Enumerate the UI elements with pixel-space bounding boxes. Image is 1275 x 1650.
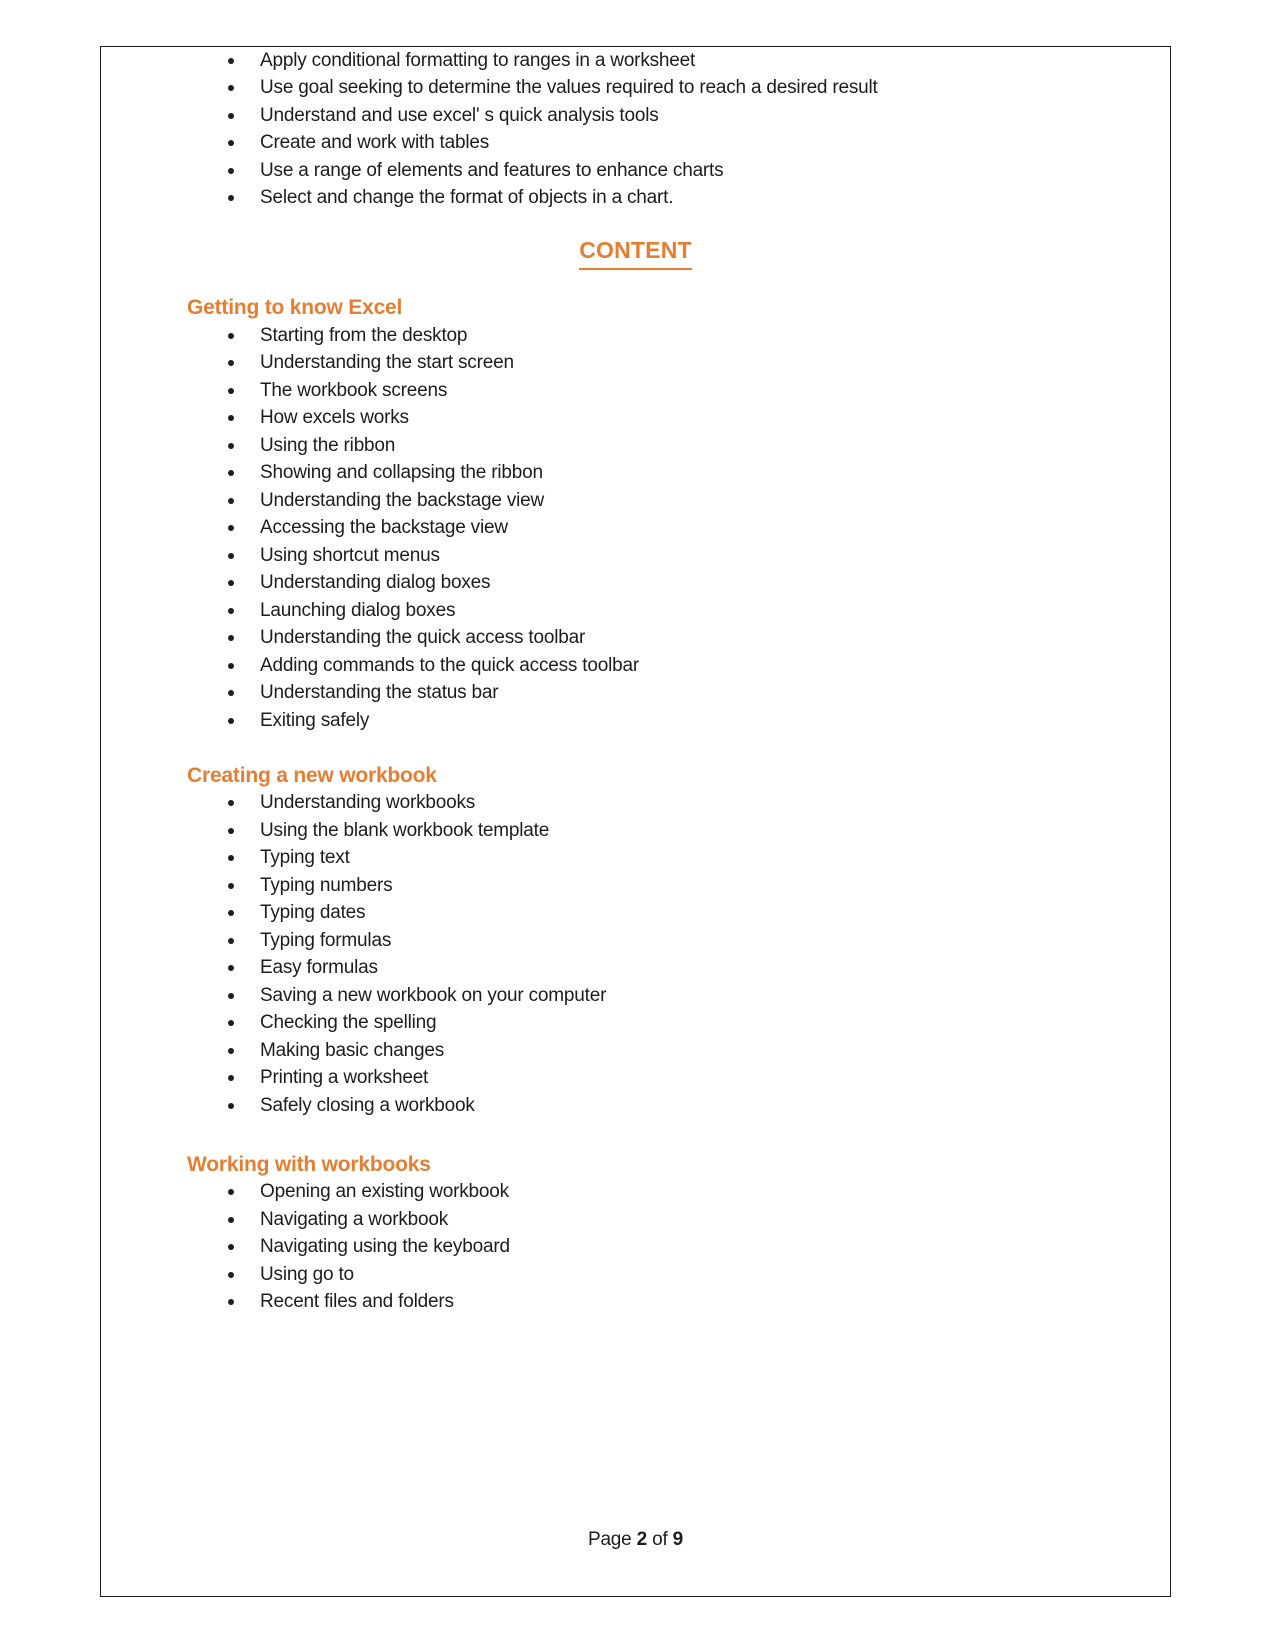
list-item: [228, 487, 1150, 515]
list-item-text: Using the ribbon: [260, 434, 396, 456]
section-creating-a-new-workbook: [101, 762, 1170, 1120]
bullet-icon: [228, 1020, 234, 1026]
list-item-text: Recent files and folders: [260, 1291, 454, 1313]
bullet-icon: [228, 58, 234, 64]
list-item-text: Typing formulas: [260, 929, 392, 951]
list-item-text: Use a range of elements and features to enhance charts: [260, 159, 724, 181]
section-list-getting-to-know-excel: [101, 322, 1170, 735]
list-item-text: Adding commands to the quick access toolbar: [260, 654, 639, 676]
list-item: [228, 652, 1150, 680]
bullet-icon: [228, 1103, 234, 1109]
list-item: [228, 570, 1150, 598]
list-item-text: Typing text: [260, 847, 350, 869]
list-item: [228, 790, 1150, 818]
list-item: [228, 405, 1150, 433]
bullet-icon: [228, 1299, 234, 1305]
list-item: [228, 1289, 1150, 1317]
objectives-list: [101, 47, 1170, 212]
section-title-getting-to-know-excel: Getting to know Excel: [187, 296, 403, 319]
list-item-text: Saving a new workbook on your computer: [260, 984, 607, 1006]
list-item-text: Understand and use excel' s quick analysis tools: [260, 104, 659, 126]
list-item: [228, 1206, 1150, 1234]
list-item: [228, 707, 1150, 735]
bullet-icon: [228, 608, 234, 614]
bullet-icon: [228, 498, 234, 504]
list-item-text: Making basic changes: [260, 1039, 444, 1061]
list-item: [228, 75, 1150, 103]
bullet-icon: [228, 140, 234, 146]
list-item: [228, 542, 1150, 570]
list-item: [228, 955, 1150, 983]
footer-total-pages: 9: [672, 1529, 684, 1550]
section-working-with-workbooks: [101, 1151, 1170, 1317]
bullet-icon: [228, 360, 234, 366]
bullet-icon: [228, 718, 234, 724]
bullet-icon: [228, 388, 234, 394]
list-item: [228, 1010, 1150, 1038]
list-item-text: Printing a worksheet: [260, 1067, 429, 1089]
list-item-text: Showing and collapsing the ribbon: [260, 462, 543, 484]
list-item: [228, 900, 1150, 928]
list-item: [228, 460, 1150, 488]
bullet-icon: [228, 690, 234, 696]
bullet-icon: [228, 1075, 234, 1081]
bullet-icon: [228, 1048, 234, 1054]
list-item: [228, 1234, 1150, 1262]
bullet-icon: [228, 663, 234, 669]
list-item-text: Checking the spelling: [260, 1012, 437, 1034]
bullet-icon: [228, 993, 234, 999]
list-item: [228, 927, 1150, 955]
section-getting-to-know-excel: [101, 294, 1170, 735]
bullet-icon: [228, 553, 234, 559]
bullet-icon: [228, 855, 234, 861]
list-item-text: Understanding the quick access toolbar: [260, 627, 586, 649]
list-item: [228, 872, 1150, 900]
bullet-icon: [228, 333, 234, 339]
section-list-working-with-workbooks: [101, 1179, 1170, 1317]
list-item-text: Launching dialog boxes: [260, 599, 456, 621]
list-item-text: Understanding the status bar: [260, 682, 499, 704]
list-item: [228, 432, 1150, 460]
list-item: [228, 845, 1150, 873]
content-heading: [101, 235, 1170, 270]
list-item-text: Using shortcut menus: [260, 544, 440, 566]
list-item: [228, 625, 1150, 653]
list-item-text: Typing dates: [260, 902, 366, 924]
list-item: [228, 817, 1150, 845]
bullet-icon: [228, 1244, 234, 1250]
section-title-working-with-workbooks: Working with workbooks: [187, 1152, 431, 1176]
list-item: [228, 1179, 1150, 1207]
bullet-icon: [228, 965, 234, 971]
list-item: [228, 597, 1150, 625]
list-item-text: Select and change the format of objects in a chart.: [260, 187, 674, 209]
list-item: [228, 982, 1150, 1010]
bullet-icon: [228, 938, 234, 944]
section-title-creating-a-new-workbook: Creating a new workbook: [187, 763, 437, 787]
list-item-text: Navigating a workbook: [260, 1208, 449, 1230]
list-item-text: Understanding workbooks: [260, 792, 476, 814]
bullet-icon: [228, 470, 234, 476]
bullet-icon: [228, 883, 234, 889]
bullet-icon: [228, 195, 234, 201]
list-item-text: Using the blank workbook template: [260, 819, 550, 841]
list-item-text: Accessing the backstage view: [260, 517, 508, 539]
section-list-creating-a-new-workbook: [101, 790, 1170, 1120]
list-item: [228, 322, 1150, 350]
list-item: [228, 1037, 1150, 1065]
list-item-text: Understanding the start screen: [260, 352, 514, 374]
list-item: [228, 102, 1150, 130]
bullet-icon: [228, 415, 234, 421]
list-item-text: How excels works: [260, 407, 409, 429]
page-border: [100, 46, 1171, 1597]
list-item-text: Use goal seeking to determine the values required to reach a desired result: [260, 77, 878, 99]
page-footer: [101, 1526, 1170, 1553]
list-item: [228, 157, 1150, 185]
bullet-icon: [228, 443, 234, 449]
bullet-icon: [228, 910, 234, 916]
list-item-text: Easy formulas: [260, 957, 378, 979]
bullet-icon: [228, 828, 234, 834]
footer-of-label: of: [652, 1529, 668, 1550]
list-item-text: Apply conditional formatting to ranges in a worksheet: [260, 49, 696, 71]
bullet-icon: [228, 1189, 234, 1195]
bullet-icon: [228, 168, 234, 174]
list-item-text: Using go to: [260, 1263, 354, 1285]
bullet-icon: [228, 580, 234, 586]
bullet-icon: [228, 1272, 234, 1278]
bullet-icon: [228, 85, 234, 91]
content-heading-text: CONTENT: [579, 235, 692, 270]
list-item: [228, 47, 1150, 75]
bullet-icon: [228, 525, 234, 531]
bullet-icon: [228, 113, 234, 119]
list-item-text: Safely closing a workbook: [260, 1094, 475, 1116]
list-item: [228, 350, 1150, 378]
footer-page-number: 2: [636, 1529, 648, 1550]
footer-page-label: Page: [587, 1529, 632, 1550]
list-item: [228, 185, 1150, 213]
list-item-text: Understanding the backstage view: [260, 489, 545, 511]
list-item: [228, 1065, 1150, 1093]
list-item-text: Opening an existing workbook: [260, 1181, 509, 1203]
list-item: [228, 1092, 1150, 1120]
list-item: [228, 377, 1150, 405]
list-item-text: Understanding dialog boxes: [260, 572, 491, 594]
list-item-text: Typing numbers: [260, 874, 393, 896]
bullet-icon: [228, 635, 234, 641]
list-item-text: Navigating using the keyboard: [260, 1236, 510, 1258]
list-item: [228, 680, 1150, 708]
list-item: [228, 515, 1150, 543]
bullet-icon: [228, 1217, 234, 1223]
list-item-text: Create and work with tables: [260, 132, 490, 154]
list-item: [228, 130, 1150, 158]
list-item-text: The workbook screens: [260, 379, 448, 401]
list-item-text: Exiting safely: [260, 709, 370, 731]
list-item-text: Starting from the desktop: [260, 324, 468, 346]
bullet-icon: [228, 800, 234, 806]
list-item: [228, 1261, 1150, 1289]
